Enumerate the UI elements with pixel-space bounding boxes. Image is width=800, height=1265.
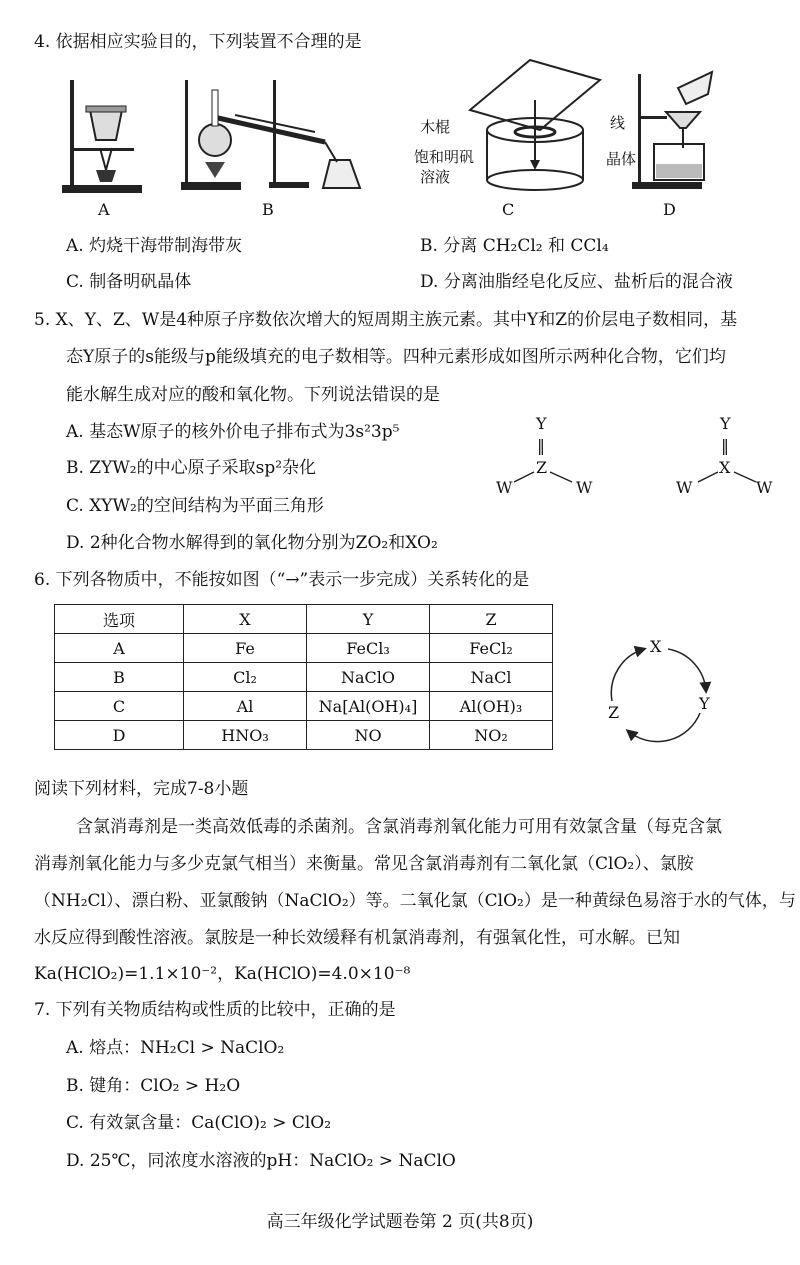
struct2-top: Y — [720, 414, 731, 433]
q5-stem-line3: 能水解生成对应的酸和氧化物。下列说法错误的是 — [66, 385, 440, 405]
label-c-thread: 线 — [610, 114, 626, 132]
struct2-left: W — [676, 478, 693, 497]
table-cell: B — [55, 663, 184, 692]
cycle-z: Z — [608, 703, 620, 722]
q7-stem: 7. 下列有关物质结构或性质的比较中，正确的是 — [34, 1000, 396, 1020]
q7-option-b: B. 键角：ClO₂ > H₂O — [66, 1076, 241, 1096]
table-cell: Cl₂ — [184, 663, 307, 692]
apparatus-b-figure — [175, 70, 365, 195]
material-line5: Ka(HClO₂)=1.1×10⁻²，Ka(HClO)=4.0×10⁻⁸ — [34, 964, 411, 984]
apparatus-c-figure — [470, 60, 600, 190]
table-row — [55, 692, 553, 721]
struct1-top: Y — [536, 414, 547, 433]
table-cell: Fe — [184, 634, 307, 663]
struct2-bond: ‖ — [721, 436, 729, 455]
label-c-solution2: 溶液 — [420, 168, 451, 186]
q5-stem-line2: 态Y原子的s能级与p能级填充的电子数相等。四种元素形成如图所示两种化合物，它们均 — [66, 347, 726, 367]
table-header-row — [55, 605, 553, 634]
table-cell: NO — [307, 721, 430, 750]
q4-option-b: B. 分离 CH₂Cl₂ 和 CCl₄ — [420, 236, 609, 256]
struct1-center: Z — [536, 458, 548, 477]
struct1-right: W — [576, 478, 593, 497]
material-intro: 阅读下列材料，完成7-8小题 — [34, 779, 249, 799]
q4-stem: 4. 依据相应实验目的，下列装置不合理的是 — [34, 32, 362, 52]
table-row — [55, 663, 553, 692]
table-cell: D — [55, 721, 184, 750]
q6-table — [54, 604, 553, 750]
material-line4: 水反应得到酸性溶液。氯胺是一种长效缓释有机氯消毒剂，有强氧化性，可水解。已知 — [34, 928, 680, 948]
material-line2: 消毒剂氧化能力与多少克氯气相当）来衡量。常见含氯消毒剂有二氧化氯（ClO₂）、氯胺 — [34, 854, 694, 874]
table-row — [55, 634, 553, 663]
label-c-crystal: 晶体 — [606, 150, 637, 168]
table-cell: FeCl₂ — [430, 634, 553, 663]
table-cell: HNO₃ — [184, 721, 307, 750]
cycle-y: Y — [699, 694, 710, 713]
table-cell: NaClO — [307, 663, 430, 692]
label-c: C — [502, 200, 515, 219]
apparatus-a-figure — [60, 70, 150, 195]
q4-option-a: A. 灼烧干海带制海带灰 — [66, 236, 243, 256]
table-cell: NO₂ — [430, 721, 553, 750]
label-c-solution1: 饱和明矾 — [414, 148, 475, 166]
q4-option-c: C. 制备明矾晶体 — [66, 272, 192, 292]
q5-option-a: A. 基态W原子的核外价电子排布式为3s²3p⁵ — [66, 422, 400, 442]
label-a: A — [98, 200, 110, 219]
q5-stem-line1: 5. X、Y、Z、W是4种原子序数依次增大的短周期主族元素。其中Y和Z的价层电子数相同，基 — [34, 310, 738, 330]
label-c-stick: 木棍 — [420, 118, 451, 136]
table-header: Y — [307, 605, 430, 634]
table-cell: FeCl₃ — [307, 634, 430, 663]
table-header: 选项 — [55, 605, 184, 634]
cycle-x: X — [650, 637, 662, 656]
struct2-right: W — [756, 478, 773, 497]
table-cell: Al — [184, 692, 307, 721]
table-row — [55, 721, 553, 750]
q7-option-c: C. 有效氯含量：Ca(ClO)₂ > ClO₂ — [66, 1113, 332, 1133]
material-line1: 含氯消毒剂是一类高效低毒的杀菌剂。含氯消毒剂氧化能力可用有效氯含量（每克含氯 — [76, 817, 722, 837]
table-header: X — [184, 605, 307, 634]
q6-stem: 6. 下列各物质中，不能按如图（“→”表示一步完成）关系转化的是 — [34, 570, 530, 590]
table-cell: Al(OH)₃ — [430, 692, 553, 721]
material-line3: （NH₂Cl）、漂白粉、亚氯酸钠（NaClO₂）等。二氧化氯（ClO₂）是一种黄绿色易溶于水的气体，与 — [34, 891, 796, 911]
table-cell: Na[Al(OH)₄] — [307, 692, 430, 721]
struct1-bond: ‖ — [537, 436, 545, 455]
q5-option-c: C. XYW₂的空间结构为平面三角形 — [66, 496, 324, 516]
q4-option-d: D. 分离油脂经皂化反应、盐析后的混合液 — [420, 272, 733, 292]
q7-option-a: A. 熔点：NH₂Cl > NaClO₂ — [66, 1038, 285, 1058]
struct2-bonds — [684, 464, 774, 494]
q5-option-d: D. 2种化合物水解得到的氧化物分别为ZO₂和XO₂ — [66, 533, 438, 553]
q7-option-d: D. 25℃，同浓度水溶液的pH：NaClO₂ > NaClO — [66, 1151, 456, 1171]
struct2-center: X — [719, 458, 731, 477]
q5-option-b: B. ZYW₂的中心原子采取sp²杂化 — [66, 458, 317, 478]
table-cell: NaCl — [430, 663, 553, 692]
struct1-left: W — [496, 478, 513, 497]
table-header: Z — [430, 605, 553, 634]
struct1-bonds — [500, 464, 590, 494]
table-cell: C — [55, 692, 184, 721]
page-footer: 高三年级化学试题卷第 2 页(共8页) — [266, 1212, 534, 1232]
table-cell: A — [55, 634, 184, 663]
apparatus-d-figure — [630, 68, 720, 193]
label-b: B — [262, 200, 274, 219]
label-d: D — [663, 200, 676, 219]
